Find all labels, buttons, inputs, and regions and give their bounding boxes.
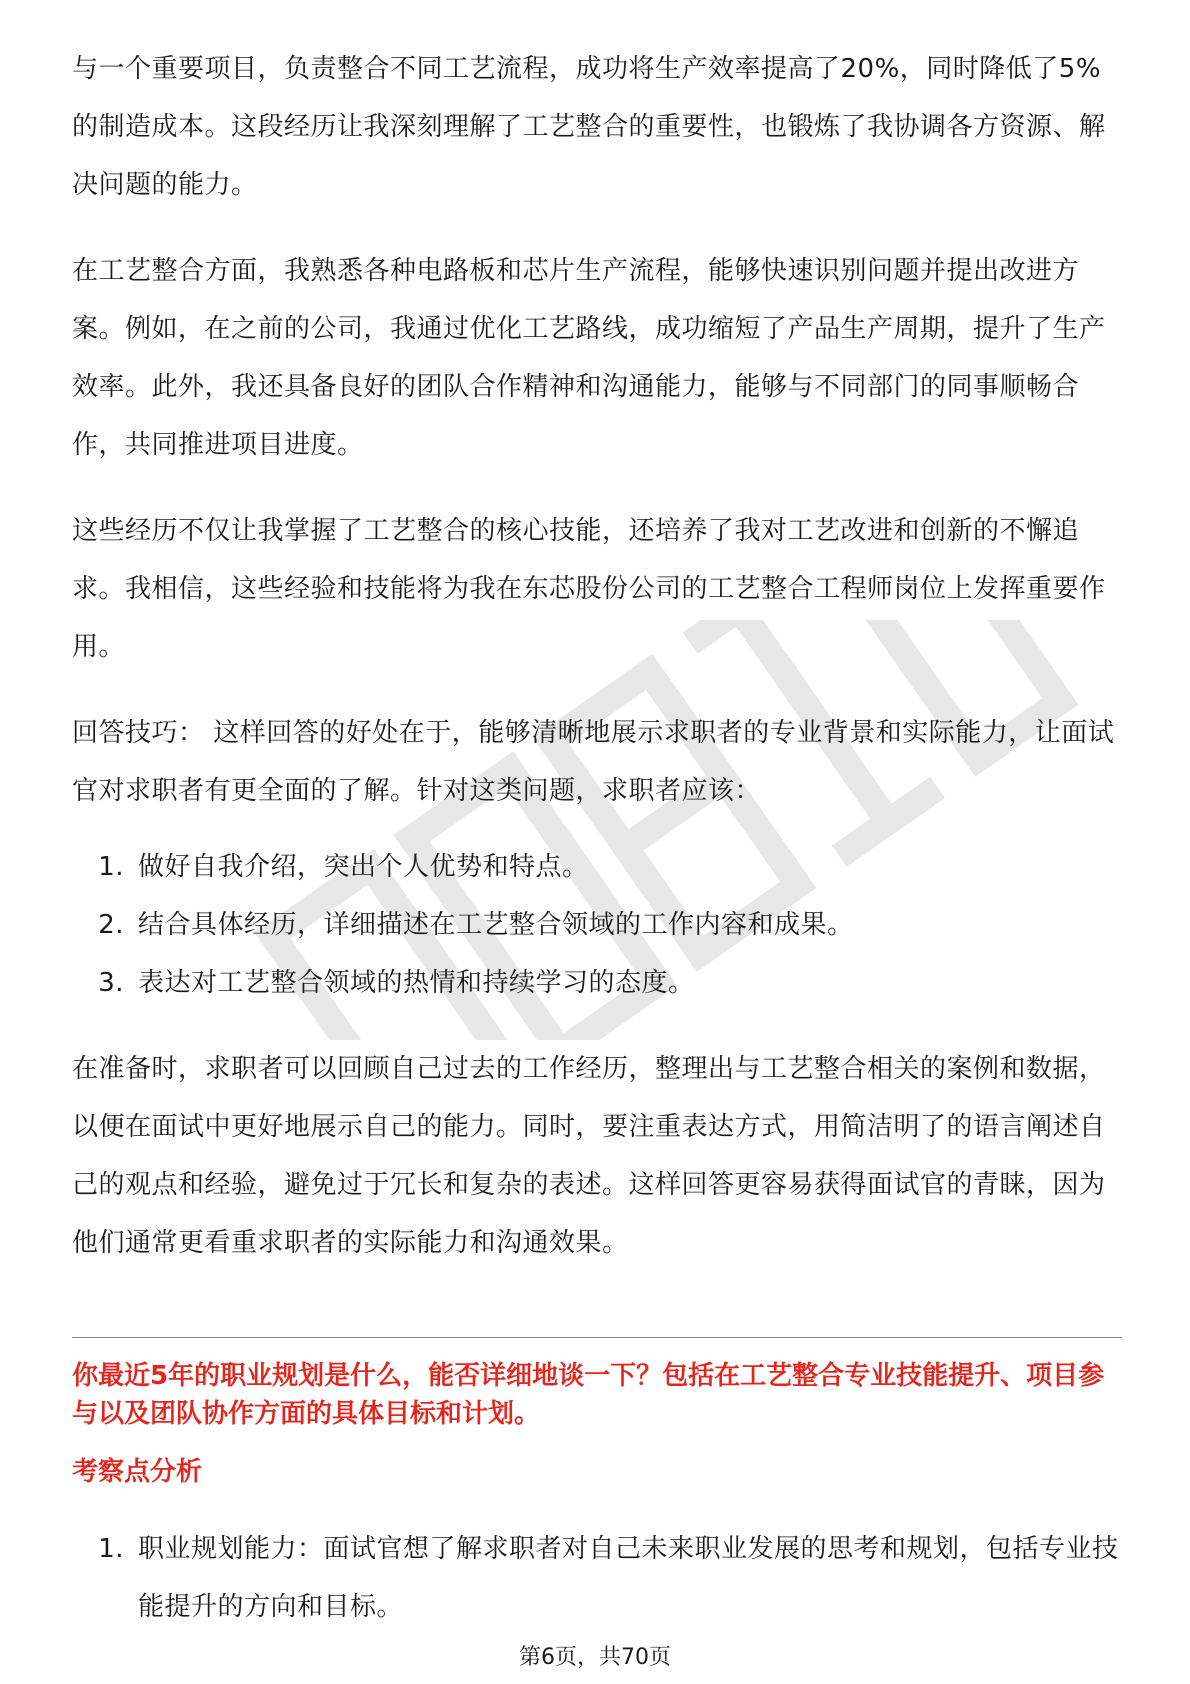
list-number: 1. [98,1534,124,1564]
paragraph-answer-tips: 回答技巧： 这样回答的好处在于，能够清晰地展示求职者的专业背景和实际能力，让面试官对求职者有更全面的了解。针对这类问题，求职者应该： [72,718,1115,806]
list-number: 3. [98,968,124,998]
paragraph-experience: 与一个重要项目，负责整合不同工艺流程，成功将生产效率提高了20%，同时降低了5%的制造成本。这段经历让我深刻理解了工艺整合的重要性，也锻炼了我协调各方资源、解决问题的能力。 [72,54,1106,200]
tips-list [72,838,1122,1012]
list-number: 1. [98,852,124,882]
list-item [72,954,1122,1012]
page-footer: 第6页，共70页 [519,1645,671,1670]
paragraph-summary: 这些经历不仅让我掌握了工艺整合的核心技能，还培养了我对工艺改进和创新的不懈追求。我相信，这些经验和技能将为我在东芯股份公司的工艺整合工程师岗位上发挥重要作用。 [72,516,1106,662]
document-body [72,40,1122,1272]
analysis-heading: 考察点分析 [72,1457,203,1487]
list-text: 结合具体经历，详细描述在工艺整合领域的工作内容和成果。 [138,910,854,940]
list-text: 做好自我介绍，突出个人优势和特点。 [138,852,589,882]
analysis-list [72,1520,1122,1636]
section-divider [72,1337,1122,1338]
list-item [72,1520,1122,1636]
paragraph-preparation: 在准备时，求职者可以回顾自己过去的工作经历，整理出与工艺整合相关的案例和数据，以便在面试中更好地展示自己的能力。同时，要注重表达方式，用简洁明了的语言阐述自己的观点和经验，避免过于冗长和复杂的表述。这样回答更容易获得面试官的青睐，因为他们通常更看重求职者的实际能力和沟通效果。 [72,1054,1106,1258]
list-text: 职业规划能力：面试官想了解求职者对自己未来职业发展的思考和规划，包括专业技能提升的方向和目标。 [138,1534,1119,1622]
list-item [72,896,1122,954]
paragraph-integration-skills: 在工艺整合方面，我熟悉各种电路板和芯片生产流程，能够快速识别问题并提出改进方案。例如，在之前的公司，我通过优化工艺路线，成功缩短了产品生产周期，提升了生产效率。此外，我还具备良好的团队合作精神和沟通能力，能够与不同部门的同事顺畅合作，共同推进项目进度。 [72,256,1106,460]
list-number: 2. [98,910,124,940]
interview-question: 你最近5年的职业规划是什么，能否详细地谈一下？包括在工艺整合专业技能提升、项目参与以及团队协作方面的具体目标和计划。 [72,1361,1105,1429]
list-text: 表达对工艺整合领域的热情和持续学习的态度。 [138,968,695,998]
list-item [72,838,1122,896]
